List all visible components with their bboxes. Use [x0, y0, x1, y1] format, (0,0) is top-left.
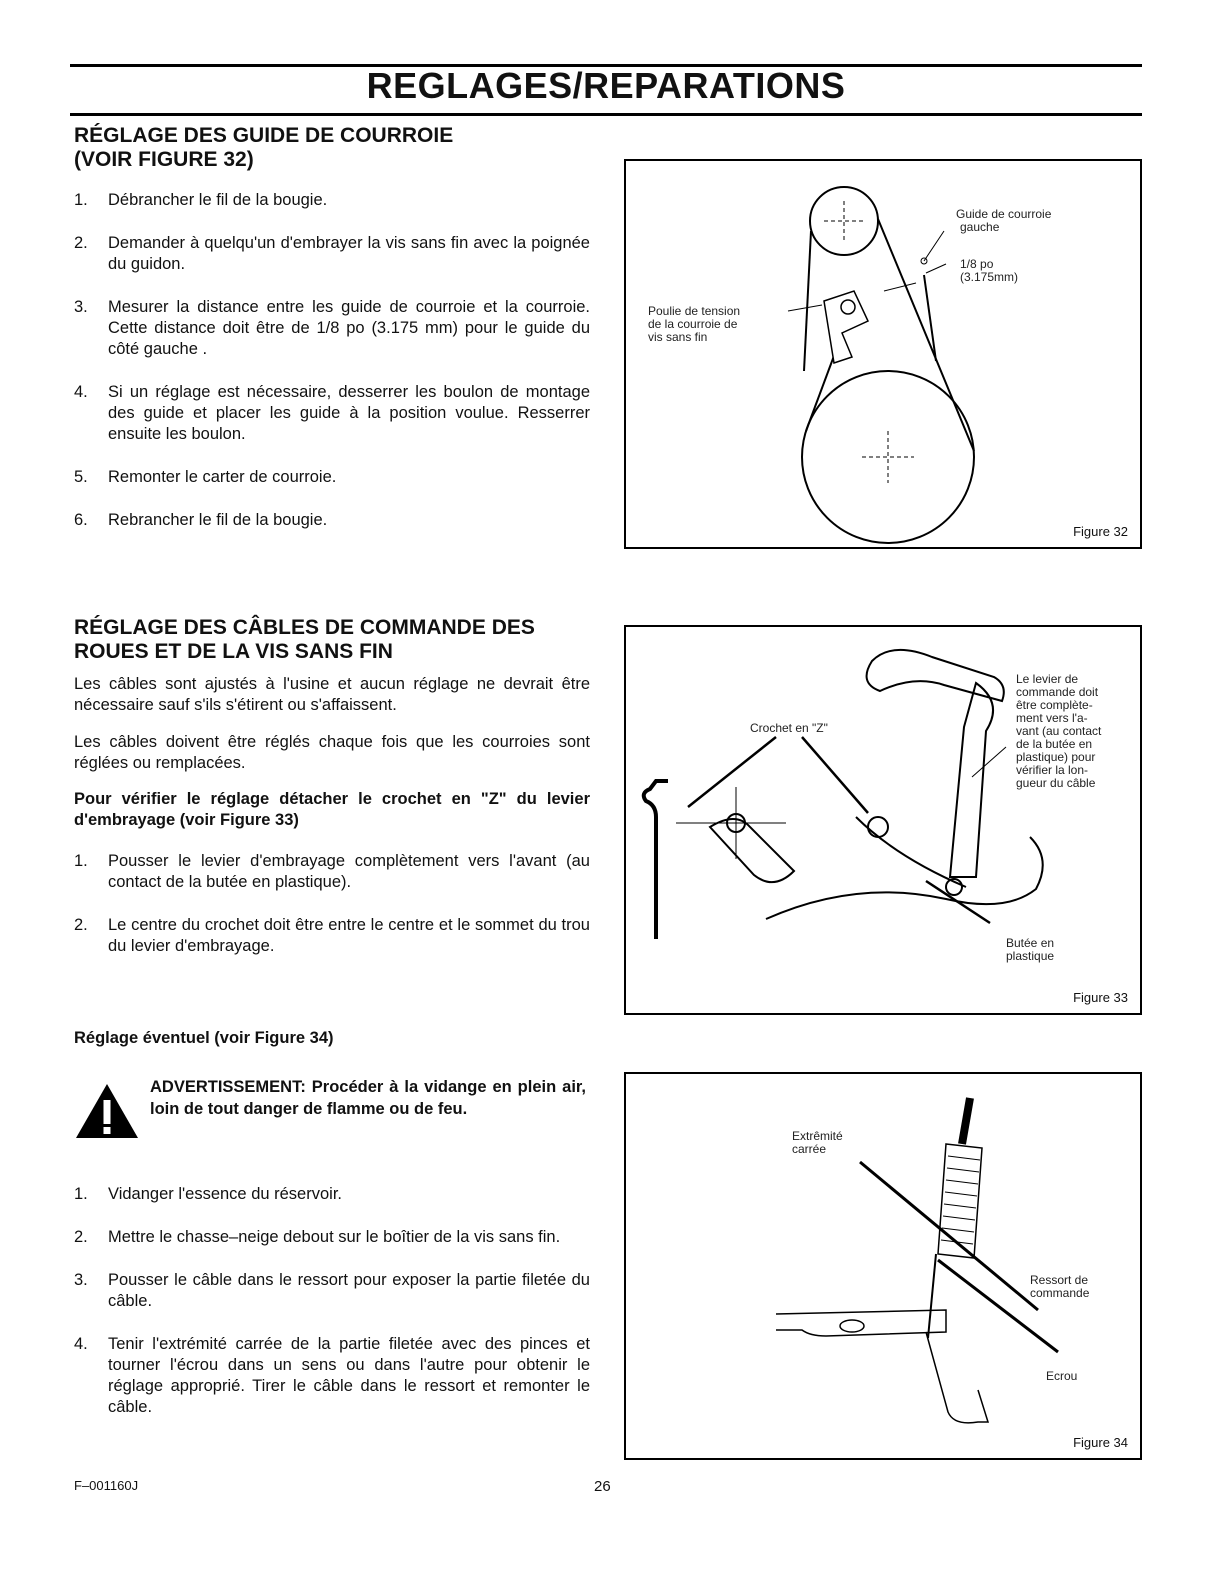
- step-number: 6.: [74, 511, 88, 529]
- label-guide: [956, 208, 1051, 234]
- step-text: Pousser le levier d'embrayage complètement vers l'avant (au contact de la butée en plastique).: [108, 852, 590, 891]
- label-line: Extrêmité: [792, 1129, 843, 1143]
- list-item: [74, 510, 590, 531]
- warning-block: [74, 1076, 594, 1146]
- list-item: [74, 915, 590, 957]
- label-line: vant (au contact: [1016, 724, 1102, 738]
- label-line: plastique: [1006, 949, 1055, 963]
- heading-line: RÉGLAGE DES CÂBLES DE COMMANDE DES: [74, 616, 535, 639]
- label-line: gauche: [960, 220, 1000, 234]
- section-heading-cables: [74, 616, 594, 664]
- belt-guide-steps: [74, 190, 590, 531]
- step-text: Débrancher le fil de la bougie.: [108, 191, 328, 209]
- step-text: Le centre du crochet doit être entre le centre et le sommet du trou du levier d'embrayage.: [108, 916, 590, 955]
- step-number: 1.: [74, 191, 88, 209]
- adjustment-subheading: Réglage éventuel (voir Figure 34): [74, 1029, 334, 1047]
- label-square-end: [792, 1130, 843, 1156]
- step-text: Si un réglage est nécessaire, desserrer les boulon de montage des guide et placer les guide à la position voulue. Resserrer ensuite les boulon.: [108, 383, 590, 443]
- list-item: [74, 297, 590, 360]
- label-z-hook: Crochet en "Z": [750, 721, 828, 735]
- label-line: Guide de courroie: [956, 207, 1052, 221]
- figure-33: [624, 625, 1142, 1015]
- label-spring: [1030, 1274, 1089, 1300]
- step-text: Demander à quelqu'un d'embrayer la vis sans fin avec la poignée du guidon.: [108, 234, 590, 273]
- step-number: 2.: [74, 234, 88, 252]
- label-line: de la butée en: [1016, 737, 1093, 751]
- adjustment-steps: [74, 1184, 590, 1418]
- label-line: plastique) pour: [1016, 750, 1096, 764]
- label-pulley: [648, 305, 740, 344]
- step-text: Pousser le câble dans le ressort pour exposer la partie filetée du câble.: [108, 1271, 590, 1310]
- warning-text: ADVERTISSEMENT: Procéder à la vidange en plein air, loin de tout danger de flamme ou de feu.: [150, 1078, 586, 1118]
- list-item: [74, 467, 590, 488]
- list-item: [74, 851, 590, 893]
- warning-triangle-icon: [74, 1082, 140, 1140]
- label-line: ment vers l'a-: [1016, 711, 1088, 725]
- cables-check-instruction: Pour vérifier le réglage détacher le crochet en "Z" du levier d'embrayage (voir Figure 33): [74, 790, 590, 829]
- label-line: Butée en: [1006, 936, 1055, 950]
- cables-intro-paragraph: Les câbles sont ajustés à l'usine et aucun réglage ne devrait être nécessaire sauf s'ils s'étirent ou s'affaissent.: [74, 675, 590, 714]
- label-line: Poulie de tension: [648, 304, 741, 318]
- footer-code: F–001160J: [74, 1478, 139, 1493]
- label-line: commande: [1030, 1286, 1090, 1300]
- list-item: [74, 1334, 590, 1418]
- step-text: Vidanger l'essence du réservoir.: [108, 1185, 342, 1203]
- step-number: 1.: [74, 852, 88, 870]
- section-heading-belt-guide: [74, 124, 594, 172]
- step-text: Mettre le chasse–neige debout sur le boîtier de la vis sans fin.: [108, 1228, 561, 1246]
- label-line: être complète-: [1016, 698, 1093, 712]
- step-number: 2.: [74, 916, 88, 934]
- label-line: carrée: [792, 1142, 827, 1156]
- page-number: 26: [594, 1478, 611, 1495]
- label-nut: Ecrou: [1046, 1369, 1078, 1383]
- cables-adjust-paragraph: Les câbles doivent être réglés chaque fois que les courroies sont réglées ou remplacées.: [74, 733, 590, 772]
- page-title: REGLAGES/REPARATIONS: [366, 65, 846, 106]
- figure-32: [624, 159, 1142, 549]
- label-distance: [960, 258, 1018, 284]
- step-text: Remonter le carter de courroie.: [108, 468, 337, 486]
- heading-line: (VOIR FIGURE 32): [74, 148, 254, 171]
- label-line: de la courroie de: [648, 317, 738, 331]
- heading-line: ROUES ET DE LA VIS SANS FIN: [74, 640, 393, 663]
- figure-caption: Figure 34: [1073, 1435, 1128, 1450]
- figure-caption: Figure 32: [1073, 524, 1128, 539]
- figure-caption: Figure 33: [1073, 990, 1128, 1005]
- list-item: [74, 1227, 590, 1248]
- header-bottom-rule: [70, 113, 1142, 116]
- step-text: Mesurer la distance entre les guide de courroie et la courroie. Cette distance doit être de 1/8 po (3.175 mm) pour le guide du côté gauche .: [108, 298, 590, 358]
- label-line: 1/8 po: [960, 257, 994, 271]
- step-number: 2.: [74, 1228, 88, 1246]
- list-item: [74, 1184, 590, 1205]
- step-number: 3.: [74, 1271, 88, 1289]
- label-line: Ressort de: [1030, 1273, 1089, 1287]
- heading-line: RÉGLAGE DES GUIDE DE COURROIE: [74, 124, 454, 147]
- label-line: Le levier de: [1016, 672, 1079, 686]
- list-item: [74, 190, 590, 211]
- figure-34: [624, 1072, 1142, 1460]
- label-plastic-stop: [1006, 937, 1054, 963]
- label-line: commande doit: [1016, 685, 1099, 699]
- label-line: gueur du câble: [1016, 776, 1096, 790]
- cable-spring-diagram: [626, 1074, 1140, 1458]
- label-lever-note: [1016, 673, 1101, 790]
- step-number: 4.: [74, 383, 88, 401]
- list-item: [74, 382, 590, 445]
- step-text: Rebrancher le fil de la bougie.: [108, 511, 328, 529]
- cables-steps: [74, 851, 590, 957]
- list-item: [74, 233, 590, 275]
- label-line: vis sans fin: [648, 330, 708, 344]
- list-item: [74, 1270, 590, 1312]
- belt-guide-diagram: [626, 161, 1140, 547]
- step-number: 1.: [74, 1185, 88, 1203]
- step-number: 4.: [74, 1335, 88, 1353]
- label-line: (3.175mm): [960, 270, 1019, 284]
- step-number: 5.: [74, 468, 88, 486]
- step-number: 3.: [74, 298, 88, 316]
- step-text: Tenir l'extrémité carrée de la partie filetée avec des pinces et tourner l'écrou dans un sens ou dans l'autre pour obtenir le réglage approprié. Tirer le câble dans le ressort et remonter le câble.: [108, 1335, 590, 1416]
- label-line: vérifier la lon-: [1016, 763, 1089, 777]
